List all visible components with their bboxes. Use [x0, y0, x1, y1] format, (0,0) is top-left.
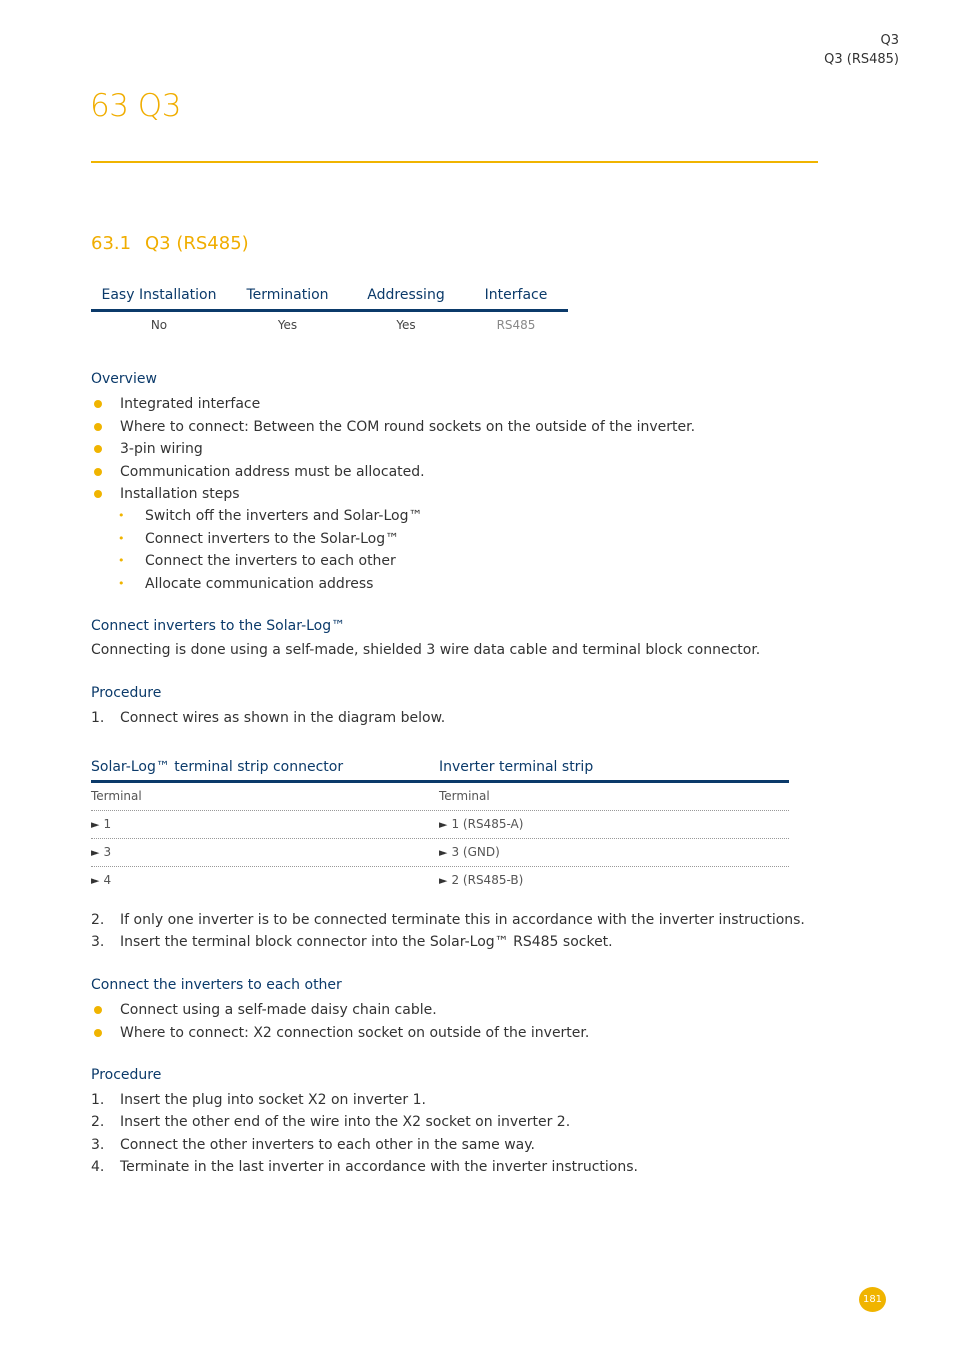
table-cell	[91, 811, 439, 838]
arrow-icon: ►	[91, 846, 100, 859]
table-cell	[439, 839, 787, 866]
table-header: Solar-Log™ terminal strip connector	[91, 759, 344, 775]
table-row	[91, 811, 789, 839]
table-cell	[91, 839, 439, 866]
header-chapter: Q3	[880, 33, 899, 48]
list-item	[116, 573, 422, 596]
list-item	[91, 931, 805, 953]
chapter-divider	[91, 161, 818, 163]
feature-header: Termination	[246, 287, 329, 303]
connect-text: Connecting is done using a self-made, shielded 3 wire data cable and terminal block connector.	[91, 642, 761, 658]
list-item	[116, 528, 422, 551]
header-section: Q3 (RS485)	[824, 52, 899, 67]
table-row	[91, 783, 789, 811]
feature-table	[91, 287, 568, 332]
chapter-title: 63 Q3	[90, 88, 181, 124]
step-number: 3.	[91, 934, 105, 951]
terminal-value: 2 (RS485-B)	[451, 873, 524, 887]
list-item	[91, 1089, 638, 1111]
list-item	[91, 393, 695, 416]
feature-value: RS485	[496, 318, 536, 332]
bullet-icon	[94, 423, 102, 431]
step-text: Insert the other end of the wire into the X2 socket on inverter 2.	[120, 1114, 571, 1131]
table-row	[91, 839, 789, 867]
list-item	[91, 707, 445, 729]
arrow-icon: ►	[91, 818, 100, 831]
installation-steps-list	[116, 505, 422, 595]
step-number: 2.	[91, 1114, 105, 1131]
procedure-heading: Procedure	[91, 685, 162, 701]
page-number: 181	[859, 1287, 886, 1312]
list-item	[91, 416, 695, 439]
list-item	[91, 461, 695, 484]
section-name: Q3 (RS485)	[145, 233, 249, 254]
list-item-text: Integrated interface	[120, 396, 261, 412]
list-item	[91, 483, 695, 506]
table-cell: Terminal	[439, 789, 490, 803]
list-item	[91, 438, 695, 461]
step-text: If only one inverter is to be connected terminate this in accordance with the inverter instructions.	[120, 912, 805, 928]
arrow-icon: ►	[439, 846, 448, 859]
bullet-icon	[94, 468, 102, 476]
feature-value: Yes	[396, 318, 416, 332]
list-item-text: 3-pin wiring	[120, 441, 203, 457]
table-cell	[91, 867, 439, 894]
section-number: 63.1	[91, 233, 132, 254]
terminal-value: 4	[103, 873, 112, 887]
sub-bullet-icon: •	[118, 576, 125, 590]
each-other-list	[91, 999, 589, 1044]
table-row	[91, 867, 789, 894]
overview-list	[91, 393, 695, 506]
bullet-icon	[94, 490, 102, 498]
list-item-text: Installation steps	[120, 486, 240, 502]
running-header	[824, 31, 899, 69]
feature-header: Easy Installation	[101, 287, 217, 303]
list-item	[91, 909, 805, 931]
list-item-text: Connect the inverters to each other	[145, 553, 396, 569]
arrow-icon: ►	[91, 874, 100, 887]
list-item	[91, 1111, 638, 1133]
sub-bullet-icon: •	[118, 554, 125, 567]
list-item	[116, 505, 422, 528]
procedure-list-part2	[91, 909, 805, 954]
arrow-icon: ►	[439, 874, 448, 887]
list-item-text: Where to connect: X2 connection socket on outside of the inverter.	[120, 1024, 590, 1041]
step-text: Insert the terminal block connector into the Solar-Log™ RS485 socket.	[120, 934, 613, 951]
terminal-value: 3	[103, 845, 112, 859]
list-item	[91, 1022, 589, 1045]
list-item	[91, 1134, 638, 1156]
step-text: Connect the other inverters to each other in the same way.	[120, 1136, 535, 1153]
feature-header: Addressing	[367, 287, 445, 303]
sub-bullet-icon: •	[118, 531, 125, 545]
sub-bullet-icon: •	[118, 509, 125, 522]
step-text: Connect wires as shown in the diagram below.	[120, 710, 446, 726]
feature-header: Interface	[484, 287, 548, 303]
feature-value: Yes	[277, 318, 298, 332]
table-cell: Terminal	[91, 789, 142, 803]
list-item-text: Connect inverters to the Solar-Log™	[145, 530, 400, 547]
bullet-icon	[94, 445, 102, 453]
list-item-text: Switch off the inverters and Solar-Log™	[145, 508, 423, 524]
feature-table-rule	[91, 309, 568, 312]
table-cell	[439, 811, 787, 838]
procedure-list-part1	[91, 707, 445, 729]
overview-heading: Overview	[91, 371, 157, 387]
list-item	[91, 1156, 638, 1178]
each-other-heading: Connect the inverters to each other	[91, 977, 342, 993]
list-item-text: Allocate communication address	[145, 575, 374, 592]
list-item	[116, 550, 422, 573]
step-number: 3.	[91, 1136, 105, 1153]
connect-heading: Connect inverters to the Solar-Log™	[91, 618, 346, 634]
terminal-value: 1	[103, 817, 112, 831]
step-number: 4.	[91, 1158, 105, 1175]
terminal-value: 3 (GND)	[451, 845, 500, 859]
table-cell	[439, 867, 787, 894]
step-text: Insert the plug into socket X2 on inverter 1.	[120, 1092, 426, 1108]
step-text: Terminate in the last inverter in accordance with the inverter instructions.	[120, 1158, 638, 1175]
bullet-icon	[94, 1006, 102, 1014]
section-title	[91, 233, 249, 254]
list-item-text: Connect using a self-made daisy chain cable.	[120, 1002, 437, 1018]
terminal-table	[91, 759, 789, 894]
step-number: 1.	[91, 1092, 105, 1108]
bullet-icon	[94, 1029, 102, 1037]
step-number: 2.	[91, 912, 105, 928]
list-item-text: Where to connect: Between the COM round sockets on the outside of the inverter.	[120, 418, 696, 435]
table-header: Inverter terminal strip	[439, 759, 594, 775]
terminal-value: 1 (RS485-A)	[451, 817, 524, 831]
bullet-icon	[94, 400, 102, 408]
procedure-heading: Procedure	[91, 1067, 162, 1083]
list-item-text: Communication address must be allocated.	[120, 463, 425, 480]
procedure2-list	[91, 1089, 638, 1178]
feature-value: No	[150, 318, 168, 332]
arrow-icon: ►	[439, 818, 448, 831]
list-item	[91, 999, 589, 1022]
step-number: 1.	[91, 710, 105, 726]
